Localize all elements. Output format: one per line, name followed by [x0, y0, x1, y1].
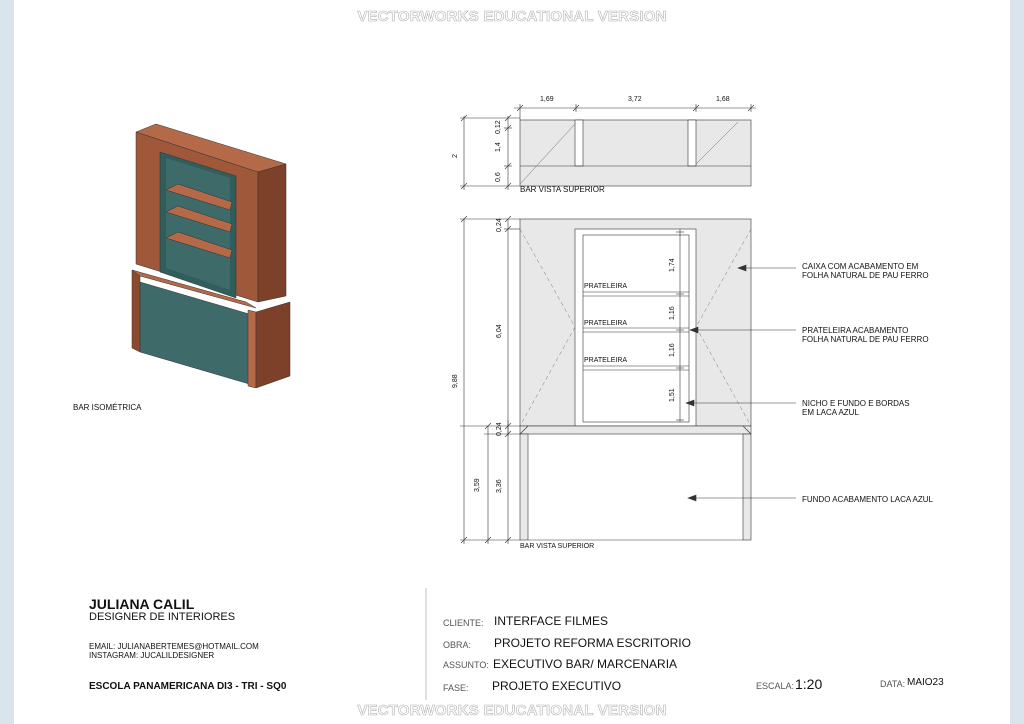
top-dim-v3: 0,6 — [495, 172, 502, 182]
designer-name: JULIANA CALIL — [89, 596, 195, 612]
front-dim-counter: 0,24 — [496, 422, 503, 436]
assunto-label: ASSUNTO: — [443, 660, 489, 670]
front-dim-mid: 6,04 — [496, 324, 503, 338]
watermark-bottom: VECTORWORKS EDUCATIONAL VERSION — [357, 702, 667, 719]
top-dim-v1: 0,12 — [495, 120, 502, 134]
isometric-label: BAR ISOMÉTRICA — [73, 403, 142, 412]
inner-dim-2: 1,16 — [669, 306, 676, 320]
isometric-bar — [132, 124, 290, 388]
designer-email: EMAIL: JULIANABERTEMES@HOTMAIL.COM — [89, 642, 259, 651]
annotation-shelf-line1: PRATELEIRA ACABAMENTO — [802, 326, 909, 335]
top-view-drawing — [460, 104, 756, 190]
annotation-shelf — [802, 326, 929, 344]
shelf-label-2: PRATELEIRA — [584, 320, 628, 327]
front-dim-lower-inner: 3,36 — [496, 479, 503, 493]
data-label: DATA: — [880, 679, 906, 689]
data-value: MAIO23 — [907, 677, 944, 688]
front-view-label: BAR VISTA SUPERIOR — [520, 543, 595, 550]
annotation-niche — [802, 399, 910, 417]
escala-label: ESCALA: — [756, 681, 795, 691]
annotation-niche-line1: NICHO E FUNDO E BORDAS — [802, 399, 910, 408]
annotation-niche-line2: EM LACA AZUL — [802, 408, 859, 417]
top-view-label: BAR VISTA SUPERIOR — [520, 185, 605, 194]
front-dim-lower-outer: 3,59 — [474, 478, 481, 492]
obra-label: OBRA: — [443, 640, 472, 650]
cliente-value: INTERFACE FILMES — [494, 614, 609, 628]
annotation-box — [802, 262, 929, 280]
shelf-label-1: PRATELEIRA — [584, 283, 628, 290]
designer-role: DESIGNER DE INTERIORES — [89, 611, 236, 623]
fase-label: FASE: — [443, 683, 469, 693]
inner-dim-3: 1,16 — [669, 343, 676, 357]
cliente-label: CLIENTE: — [443, 618, 484, 628]
front-dim-top: 0,24 — [496, 218, 503, 232]
annotation-back: FUNDO ACABAMENTO LACA AZUL — [802, 495, 933, 504]
front-view-drawing — [460, 216, 751, 544]
escala-value: 1:20 — [795, 676, 823, 692]
fase-value: PROJETO EXECUTIVO — [492, 679, 622, 693]
annotation-shelf-line2: FOLHA NATURAL DE PAU FERRO — [802, 335, 929, 344]
annotation-box-line1: CAIXA COM ACABAMENTO EM — [802, 262, 919, 271]
watermark-top: VECTORWORKS EDUCATIONAL VERSION — [357, 8, 667, 25]
top-dim-3: 1,68 — [716, 96, 730, 103]
shelf-label-3: PRATELEIRA — [584, 357, 628, 364]
top-dim-2: 3,72 — [628, 96, 642, 103]
top-dim-v2: 1,4 — [495, 142, 502, 152]
front-dim-overall: 9,88 — [452, 374, 459, 388]
obra-value: PROJETO REFORMA ESCRITORIO — [494, 636, 691, 650]
top-dim-overall: 2 — [452, 154, 459, 158]
inner-dim-4: 1,51 — [669, 388, 676, 402]
school-name: ESCOLA PANAMERICANA DI3 - TRI - SQ0 — [89, 681, 287, 692]
inner-dim-1: 1,74 — [669, 258, 676, 272]
annotation-box-line2: FOLHA NATURAL DE PAU FERRO — [802, 271, 929, 280]
assunto-value: EXECUTIVO BAR/ MARCENARIA — [493, 657, 678, 671]
designer-instagram: INSTAGRAM: JUCALILDESIGNER — [89, 651, 215, 660]
top-dim-1: 1,69 — [540, 96, 554, 103]
